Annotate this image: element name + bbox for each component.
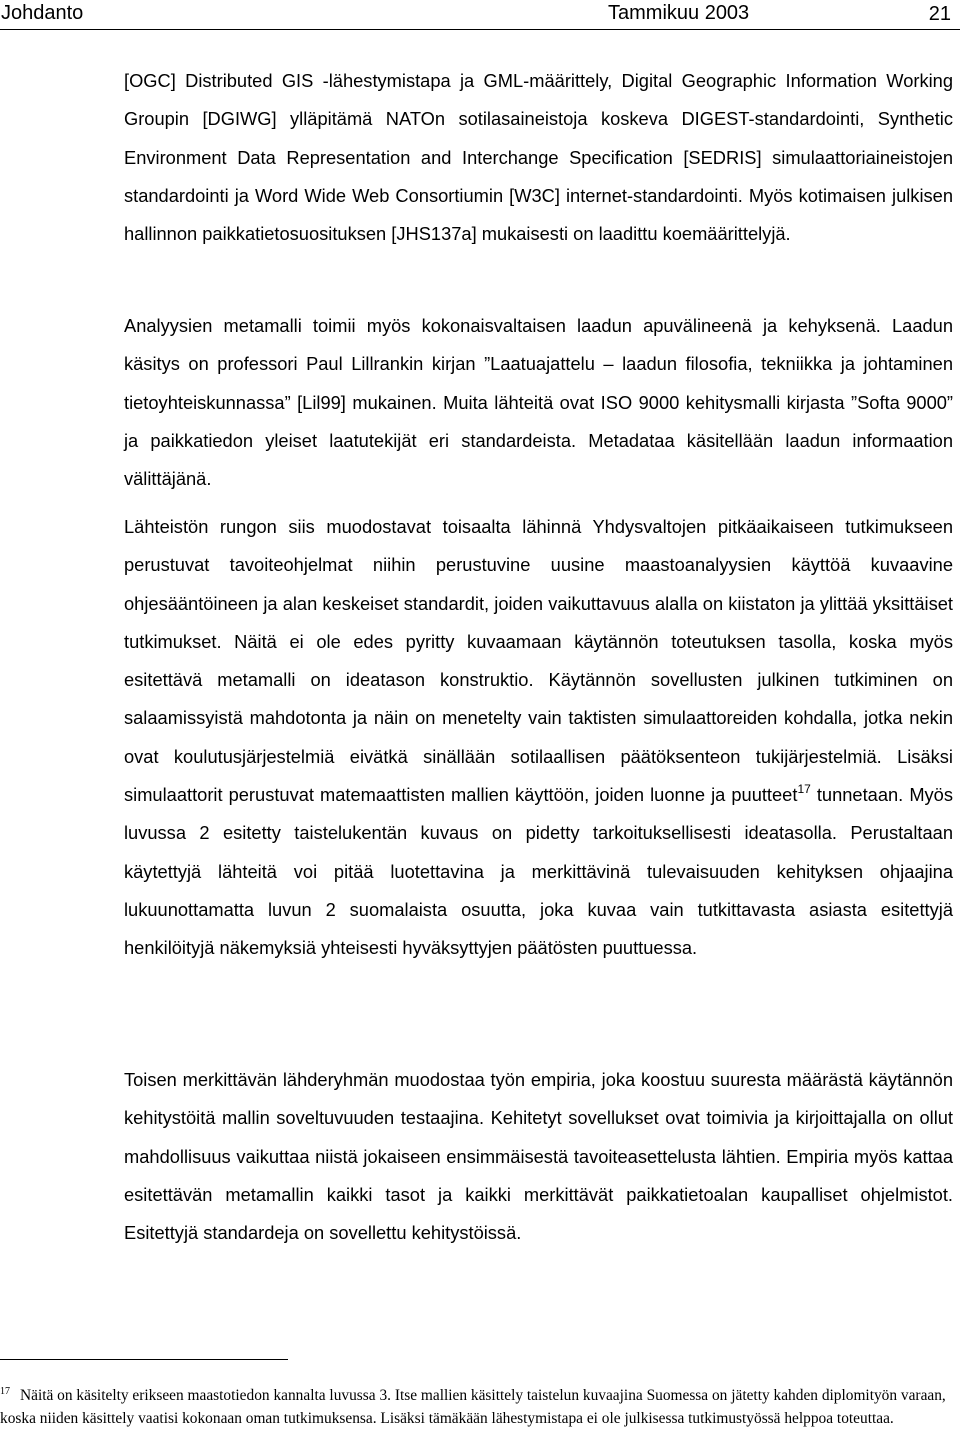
paragraph-sources [124, 508, 953, 968]
running-header-section: Johdanto [1, 2, 84, 24]
paragraph-text: [OGC] Distributed GIS -lähestymistapa ja GML-määrittely, Digital Geographic Information Working Groupin [DGIWG] ylläpitämä NATOn sotilasaineistoja koskeva DIGEST-standardointi, Synthetic Environment Data Representation and Interchange Specification [SEDRIS] simulaattoriaineistojen standardointi ja Word Wide Web Consortiumin [W3C] internet-standardointi. Myös kotimaisen julkisen hallinnon paikkatietosuosituksen [JHS137a] mukaisesti on laadittu koemäärittelyjä. [124, 70, 953, 245]
footnote-reference[interactable]: 17 [797, 782, 811, 797]
paragraph-text [124, 508, 953, 968]
page-number: 21 [928, 3, 951, 25]
running-header-date: Tammikuu 2003 [608, 2, 750, 24]
footnote: $^{17}$ Näitä on käsitelty erikseen maastotiedon kannalta luvussa 3. Itse mallien käsittely taistelun kuvaajina Suomessa on jätetty kahden diplomityön varaan, koska niiden käsittely vaatisi kokonaan oman tutkimuksensa. Lisäksi tämäkään lähestymistapa ei ole julkisessa tutkimustyössä helppoa toteuttaa. [0, 1386, 946, 1427]
header-divider [0, 29, 960, 30]
paragraph-text: Toisen merkittävän lähderyhmän muodostaa työn empiria, joka koostuu suuresta määrästä käytännön kehitystöitä mallin soveltuvuuden testaajina. Kehitetyt sovellukset ovat toimivia ja kirjoittajalla on ollut mahdollisuus vaikuttaa niistä jokaiseen ensimmäisestä tavoiteasettelusta lähtien. Empiria myös kattaa esitettävän metamallin kaikki tasot ja kaikki merkittävät paikkatietoalan kaupalliset ohjelmistot. Esitettyjä standardeja on sovellettu kehitystöissä. [124, 1069, 953, 1244]
paragraph-standards [124, 62, 953, 253]
paragraph-quality [124, 307, 953, 498]
footnote-divider [0, 1359, 288, 1360]
footnote-text: Näitä on käsitelty erikseen maastotiedon kannalta luvussa 3. Itse mallien käsittely taistelun kuvaajina Suomessa on jätetty kahden diplomityön varaan, koska niiden käsittely vaatisi kokonaan oman tutkimuksensa. Lisäksi tämäkään lähestymistapa ei ole julkisessa tutkimustyössä helppoa toteuttaa. [0, 1387, 946, 1427]
paragraph-empiria [124, 1061, 953, 1252]
page-header [0, 0, 960, 28]
paragraph-text-part: Lähteistön rungon siis muodostavat toisaalta lähinnä Yhdysvaltojen pitkäaikaiseen tutkimukseen perustuvat tavoiteohjelmat niihin perustuvine uusine maastoanalyysien käyttöä kuvaavine ohjesääntöineen ja alan keskeiset standardit, joiden vaikuttavuus alalla on kiistaton ja ylittää yksittäiset tutkimukset. Näitä ei ole edes pyritty kuvaamaan käytännön toteutuksen tasolla, koska myös esitettävä metamalli on ideatason konstruktio. Käytännön sovellusten julkinen tutkiminen on salaamissyistä mahdotonta ja näin on menetelty vain taktisten simulaattoreiden kohdalla, jotka nekin ovat koulutusjärjestelmiä eivätkä sinällään sotilaallisen päätöksenteon tukijärjestelmiä. Lisäksi simulaattorit perustuvat matemaattisten mallien käyttöön, joiden luonne ja puutteet [124, 516, 953, 806]
paragraph-text: Analyysien metamalli toimii myös kokonaisvaltaisen laadun apuvälineenä ja kehyksenä. Laadun käsitys on professori Paul Lillrankin kirjan ”Laatuajattelu – laadun filosofia, tekniikka ja johtaminen tietoyhteiskunnassa” [Lil99] mukainen. Muita lähteitä ovat ISO 9000 kehitysmalli kirjasta ”Softa 9000” ja paikkatiedon yleiset laatutekijät eri standardeista. Metadataa käsitellään laadun informaation välittäjänä. [124, 315, 953, 490]
paragraph-text-part: tunnetaan. Myös luvussa 2 esitetty taistelukentän kuvaus on pidetty tarkoituksellisesti ideatasolla. Perustaltaan käytettyjä lähteitä voi pitää luotettavina ja merkittävinä tulevaisuuden kehityksen ohjaajina lukuunottamatta luvun 2 suomalaista osuutta, joka kuvaa vain tutkittavasta asiasta esitettyjä henkilöityjä näkemyksiä yhteisesti hyväksyttyjen päätösten puuttuessa. [124, 784, 953, 959]
